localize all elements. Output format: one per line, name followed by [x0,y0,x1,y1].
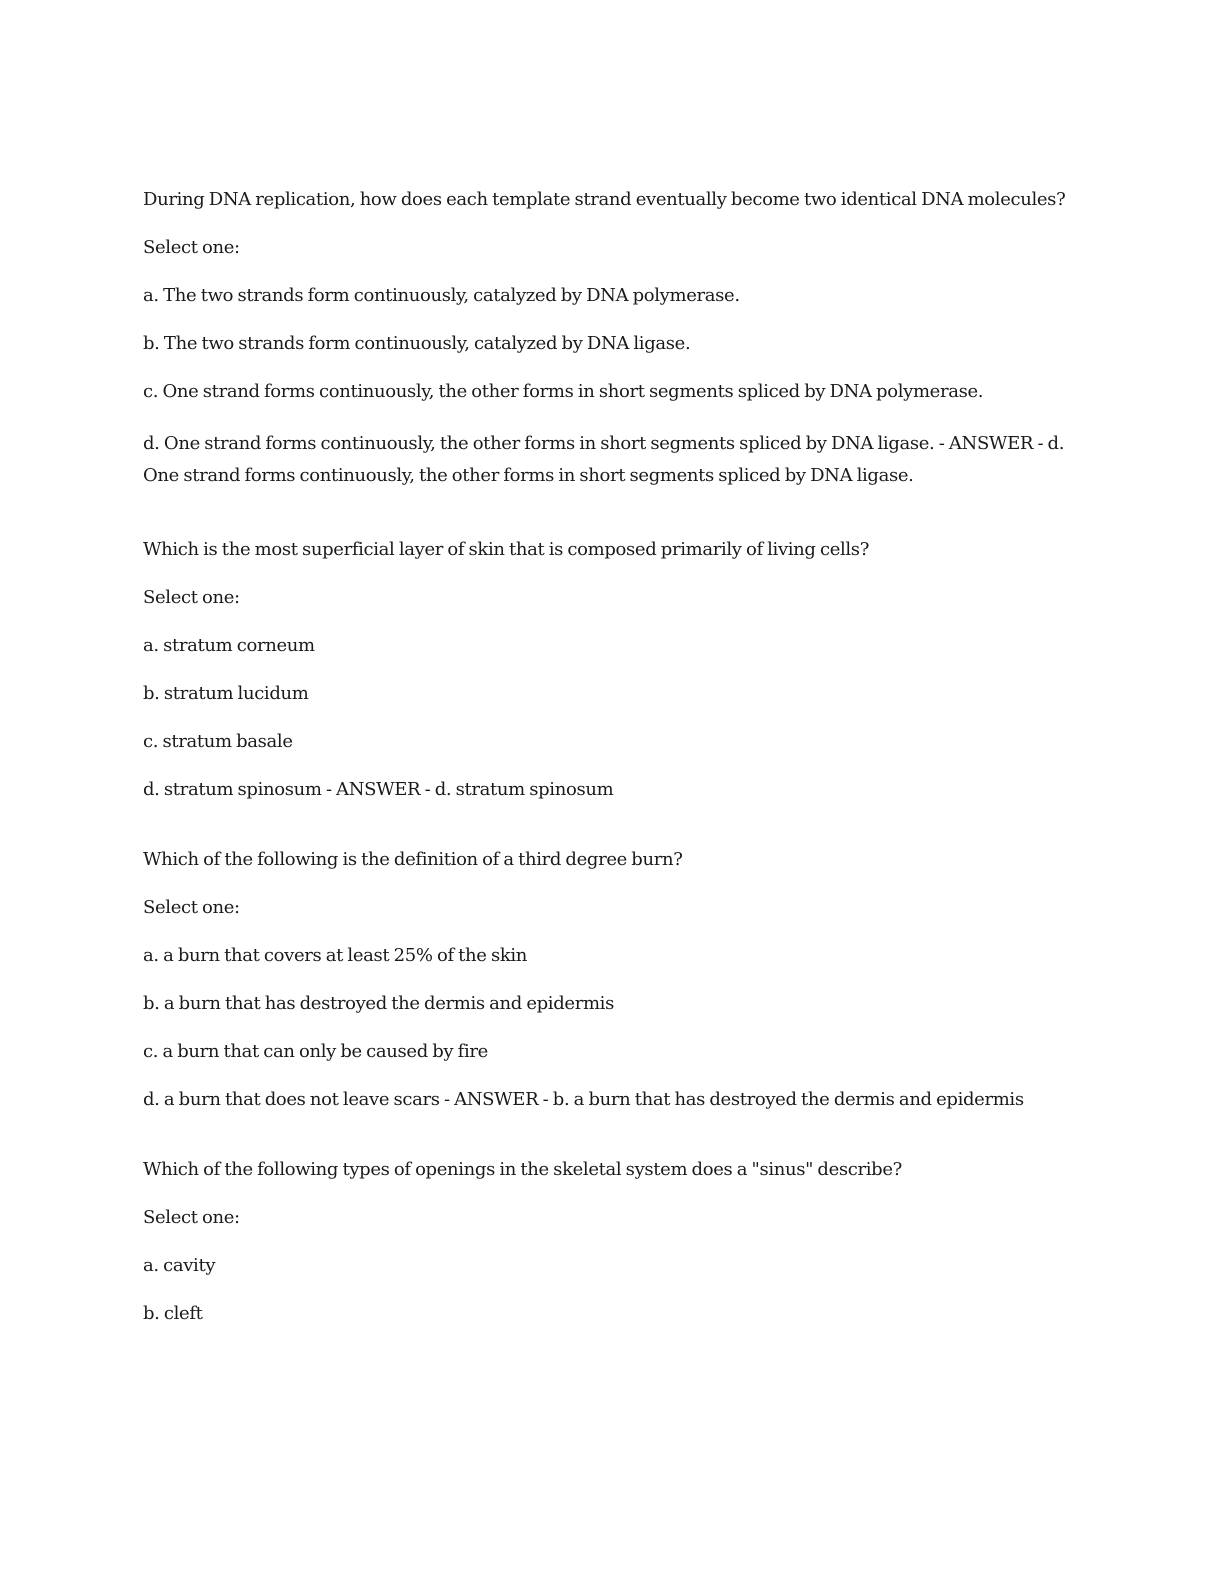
question-text: Which of the following is the definition of a third degree burn? [143,849,683,870]
option-d-with-answer: d. stratum spinosum - ANSWER - d. stratum spinosum [143,779,614,800]
option-b: b. The two strands form continuously, catalyzed by DNA ligase. [143,333,691,354]
option-a: a. a burn that covers at least 25% of the skin [143,945,528,966]
option-b: b. stratum lucidum [143,683,309,704]
question-block-1 [143,188,1083,492]
option-c: c. One strand forms continuously, the other forms in short segments spliced by DNA polymerase. [143,381,984,402]
page-content [143,188,1083,1350]
option-b: b. cleft [143,1303,203,1324]
select-prompt: Select one: [143,237,240,258]
question-block-2 [143,538,1083,802]
option-c: c. stratum basale [143,731,293,752]
question-text: During DNA replication, how does each template strand eventually become two identical DNA molecules? [143,189,1066,210]
option-a: a. The two strands form continuously, catalyzed by DNA polymerase. [143,285,740,306]
option-a: a. stratum corneum [143,635,315,656]
option-d-with-answer: d. One strand forms continuously, the other forms in short segments spliced by DNA ligase. - ANSWER - d. One strand forms continuously, the other forms in short segments spliced by DNA ligase. [143,433,1065,486]
question-text: Which is the most superficial layer of skin that is composed primarily of living cells? [143,539,869,560]
question-block-3 [143,848,1083,1112]
question-block-4 [143,1158,1083,1326]
select-prompt: Select one: [143,587,240,608]
select-prompt: Select one: [143,1207,240,1228]
option-c: c. a burn that can only be caused by fire [143,1041,488,1062]
question-text: Which of the following types of openings in the skeletal system does a "sinus" describe? [143,1159,902,1180]
option-d-with-answer: d. a burn that does not leave scars - ANSWER - b. a burn that has destroyed the dermis and epidermis [143,1089,1024,1110]
select-prompt: Select one: [143,897,240,918]
option-b: b. a burn that has destroyed the dermis and epidermis [143,993,614,1014]
option-a: a. cavity [143,1255,216,1276]
